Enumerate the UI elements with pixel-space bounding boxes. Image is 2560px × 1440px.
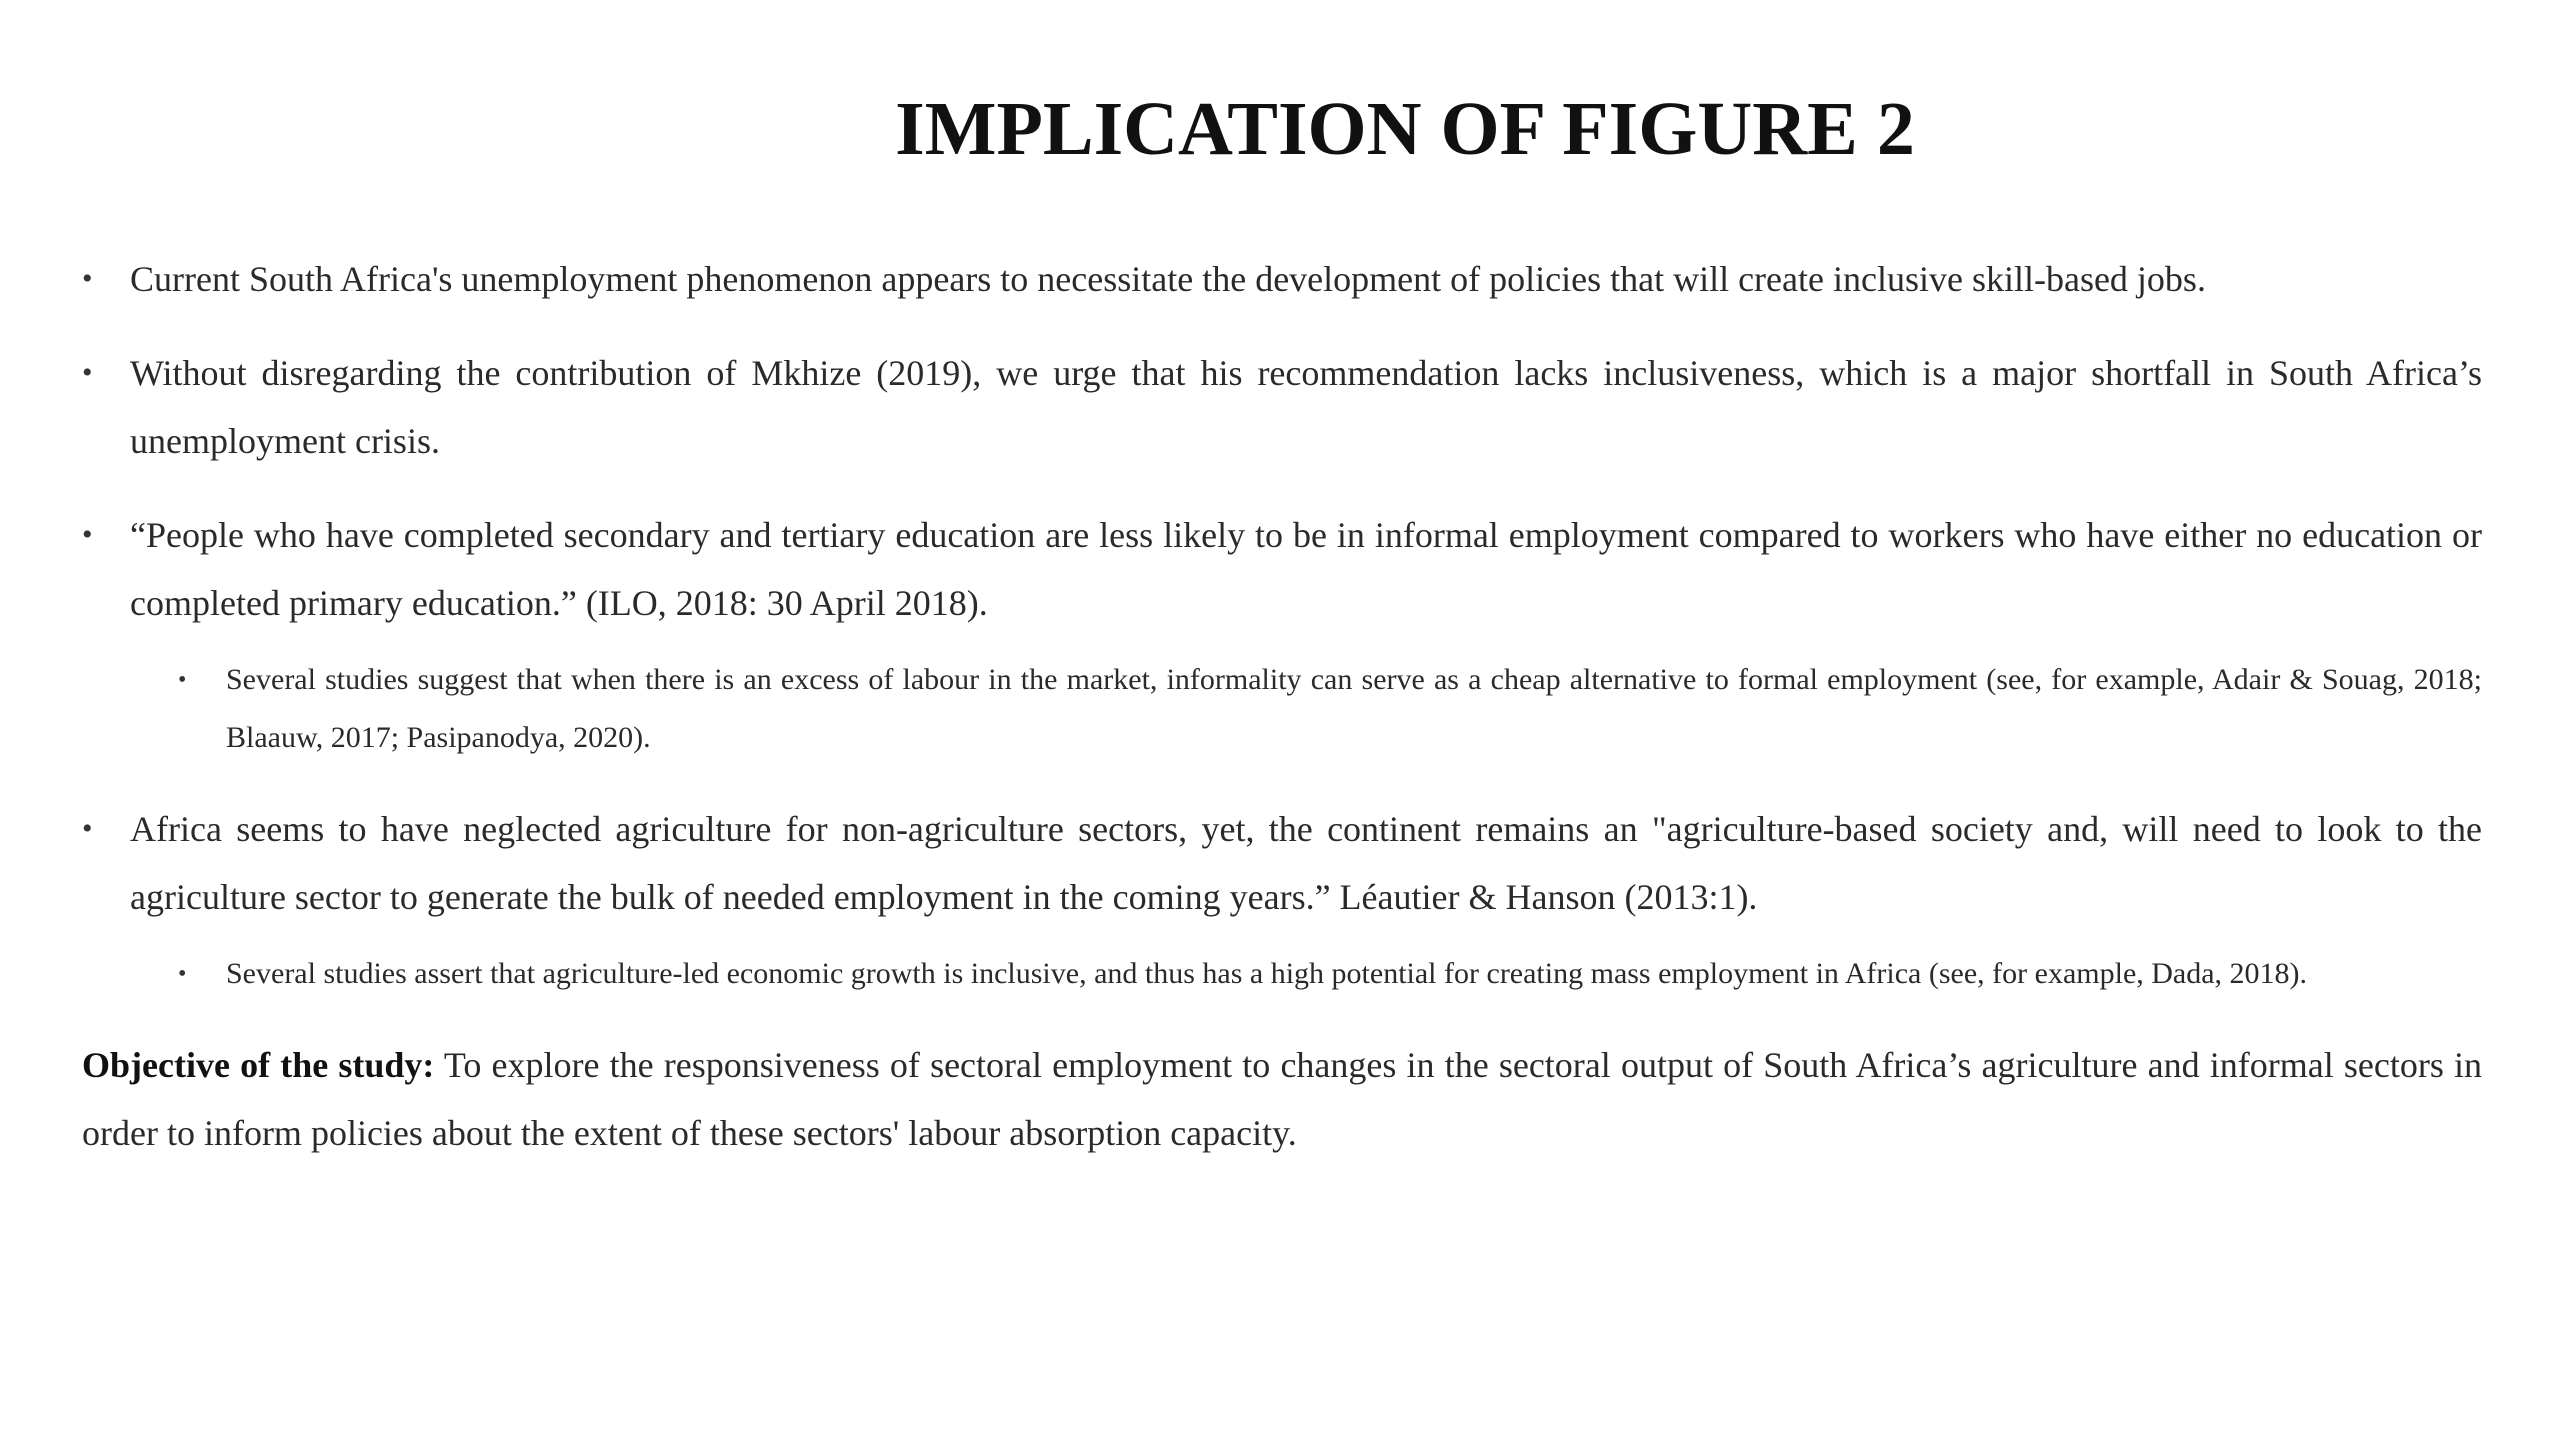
bullet-text: Several studies assert that agriculture-led economic growth is inclusive, and thus has a high potential for creating mass employment in Africa (see, for example, Dada, 2018). — [226, 957, 2308, 990]
bullet-agriculture — [82, 795, 2482, 931]
slide-content — [82, 245, 2482, 1167]
slide-title: IMPLICATION OF FIGURE 2 — [895, 87, 1915, 171]
sub-bullet-agriculture-growth — [178, 945, 2482, 1003]
objective-text: To explore the responsiveness of sectoral employment to changes in the sectoral output of South Africa’s agriculture and informal sectors in order to inform policies about the extent of these sectors' labour absorption capacity. — [82, 1045, 2482, 1153]
bullet-text: Africa seems to have neglected agriculture for non-agriculture sectors, yet, the continent remains an "agriculture-based society and, will need to look to the agriculture sector to generate the bulk of needed employment in the coming years.” Léautier & Hanson (2013:1). — [130, 809, 2482, 917]
bullet-text: Several studies suggest that when there is an excess of labour in the market, informality can serve as a cheap alternative to formal employment (see, for example, Adair & Souag, 2018; Blaauw, 2017; Pasipanodya, 2020). — [226, 663, 2482, 754]
bullet-icon: • — [82, 356, 93, 389]
bullet-icon: • — [178, 667, 187, 693]
bullet-skill-based-jobs — [82, 245, 2482, 313]
bullet-ilo-quote — [82, 501, 2482, 637]
bullet-mkhize — [82, 339, 2482, 475]
bullet-icon: • — [178, 961, 187, 987]
objective-paragraph — [82, 1031, 2482, 1167]
bullet-text: Without disregarding the contribution of Mkhize (2019), we urge that his recommendation lacks inclusiveness, which is a major shortfall in South Africa’s unemployment crisis. — [130, 353, 2482, 461]
bullet-text: “People who have completed secondary and tertiary education are less likely to be in informal employment compared to workers who have either no education or completed primary education.” (ILO, 2018: 30 April 2018). — [130, 515, 2482, 623]
bullet-icon: • — [82, 262, 93, 295]
bullet-text: Current South Africa's unemployment phenomenon appears to necessitate the development of policies that will create inclusive skill-based jobs. — [130, 259, 2206, 299]
bullet-icon: • — [82, 812, 93, 845]
bullet-icon: • — [82, 518, 93, 551]
sub-bullet-informality — [178, 651, 2482, 767]
objective-label: Objective of the study: — [82, 1045, 435, 1085]
